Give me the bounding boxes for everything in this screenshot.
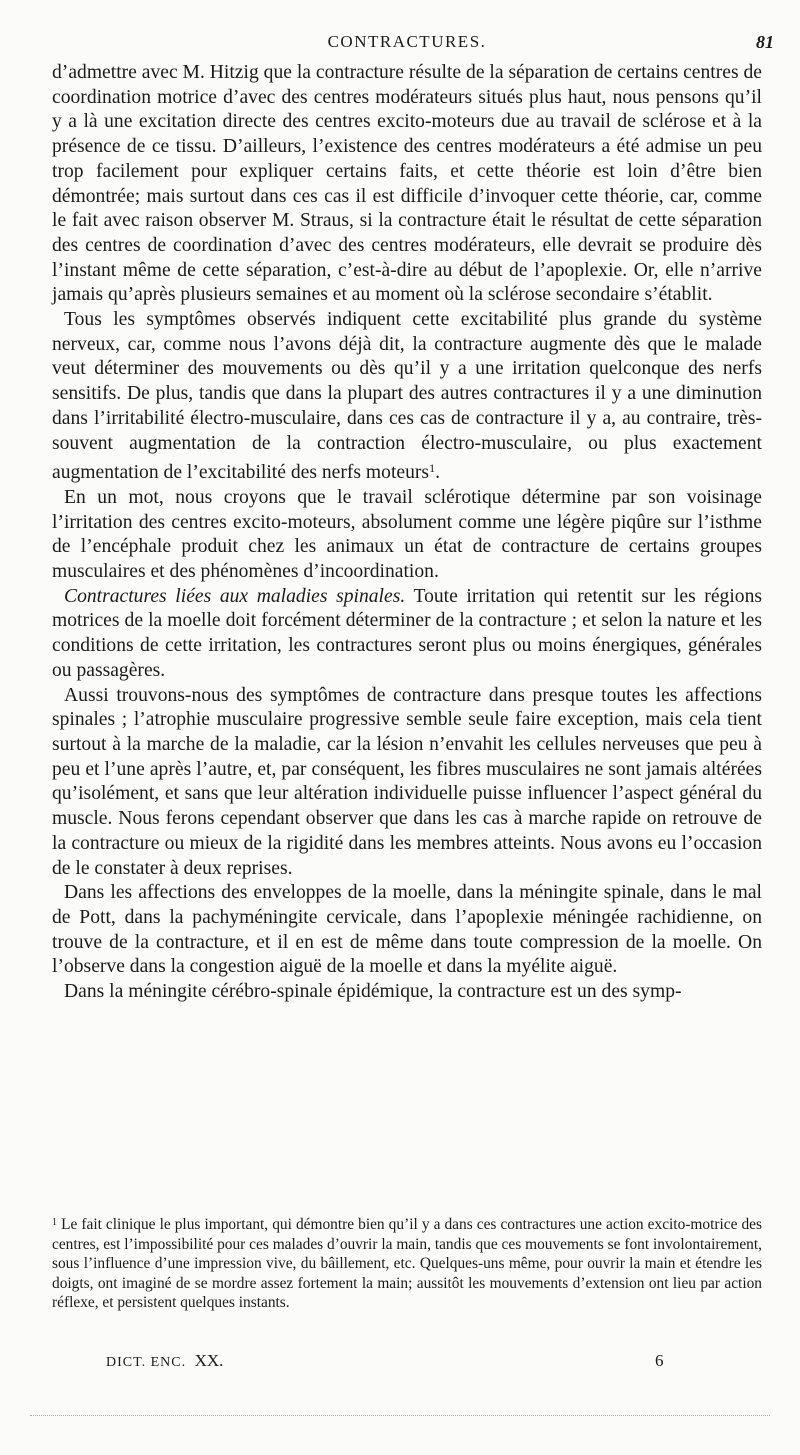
paragraph-text: Tous les symptômes observés indiquent cette excitabilité plus grande du système nerveux, car, comme nous l’avons déjà dit, la contracture augmente dès que le malade veut déterminer des mouvements ou dès qu’il y a une irritation quelconque des nerfs sensitifs. De plus, tandis que dans la plupart des autres contractures il y a une diminution dans l’irritabilité électro-musculaire, dans ces cas de contracture il y a, au contraire, très-souvent augmentation de la contraction électro-musculaire, ou plus exactement augmentation de l’excitabilité des nerfs moteurs <box>52 309 762 484</box>
running-title: CONTRACTURES. <box>327 32 487 51</box>
printer-signature <box>106 1351 223 1371</box>
paragraph <box>52 585 762 684</box>
signature-volume: XX. <box>194 1351 224 1370</box>
paragraph-text: En un mot, nous croyons que le travail sclérotique détermine par son voisinage l’irritation des centres excito-moteurs, absolument comme une légère piqûre sur l’isthme de l’encéphale produit chez les animaux un état de contracture de certains groupes musculaires et des phénomènes d’incoordination. <box>52 486 762 583</box>
sheet-number: 6 <box>655 1351 664 1370</box>
page-footer <box>52 1351 762 1373</box>
paragraph <box>52 980 762 1005</box>
footnote-text: Le fait clinique le plus important, qui démontre bien qu’il y a dans ces contractures une action excito-motrice des centres, est l’impossibilité pour ces malades d’ouvrir la main, tandis que ces mouvements se font involontairement, sous l’influence d’une impression vive, du bâillement, etc. Quelques-uns même, pour ouvrir la main et étendre les doigts, ont imaginé de se mordre assez fortement la main; aussitôt les mouvements d’extension ont lieu par action réflexe, et persistent quelques instants. <box>52 1216 762 1312</box>
main-text <box>52 61 762 1005</box>
paragraph-text: Dans les affections des enveloppes de la moelle, dans la méningite spinale, dans le mal de Pott, dans la pachyméningite cervicale, dans l’apoplexie méningée rachidienne, on trouve de la contracture, et il en est de même dans toute compression de la moelle. On l’observe dans la congestion aiguë de la moelle et dans la myélite aiguë. <box>52 882 762 978</box>
page-number: 81 <box>756 32 774 52</box>
section-lead: Contractures liées aux maladies spinales. <box>64 585 406 607</box>
footnote <box>52 1213 762 1313</box>
paragraph <box>52 486 762 585</box>
paragraph <box>52 881 762 980</box>
footnote-marker: 1 <box>52 1217 57 1228</box>
paragraph <box>52 308 762 486</box>
page-header <box>52 30 774 54</box>
paragraph <box>52 684 762 882</box>
signature-label: DICT. ENC. <box>106 1355 187 1370</box>
paragraph-text: d’admettre avec M. Hitzig que la contracture résulte de la séparation de certains centres de coordination motrice d’avec des centres modérateurs situés plus haut, nous pensons qu’il y a là une excitation directe des centres excito-moteurs due au travail de sclérose et à la présence de ce tissu. D’ailleurs, l’existence des centres modérateurs a été admise un peu trop facilement pour expliquer certains faits, et cette théorie est loin d’être bien démontrée; mais surtout dans ces cas il est difficile d’invoquer cette théorie, car, comme le fait avec raison observer M. Straus, si la contracture était le résultat de cette séparation des centres de coordination d’avec des centres modérateurs, elle devrait se produire dès l’instant même de cette séparation, c’est-à-dire au début de l’apoplexie. Or, elle n’arrive jamais qu’après plusieurs semaines et au moment où la sclérose secondaire s’établit. <box>52 62 762 306</box>
paragraph-text: Dans la méningite cérébro-spinale épidémique, la contracture est un des symp- <box>64 981 682 1003</box>
paragraph-text: Aussi trouvons-nous des symptômes de contracture dans presque toutes les affections spinales ; l’atrophie musculaire progressive semble seule faire exception, mais cela tient surtout à la marche de la maladie, car la lésion n’envahit les cellules nerveuses que peu à peu et l’une après l’autre, et, par conséquent, les fibres musculaires ne sont jamais altérées qu’isolément, et sans que leur altération individuelle puisse influencer l’aspect général du muscle. Nous ferons cependant observer que dans les cas à marche rapide on retrouve de la contracture ou mieux de la rigidité dans les membres atteints. Nous avons eu l’occasion de le constater à deux reprises. <box>52 684 762 879</box>
scan-edge-dots <box>30 1415 770 1418</box>
paragraph-tail: . <box>435 462 440 484</box>
footnote-ref[interactable]: 1 <box>429 461 436 476</box>
paragraph-text: Toute irritation qui retentit sur les régions motrices de la moelle doit forcément déterminer de la contracture ; et selon la nature et les conditions de cette irritation, les contractures seront plus ou moins énergiques, générales ou passagères. <box>52 585 762 681</box>
paragraph <box>52 61 762 308</box>
